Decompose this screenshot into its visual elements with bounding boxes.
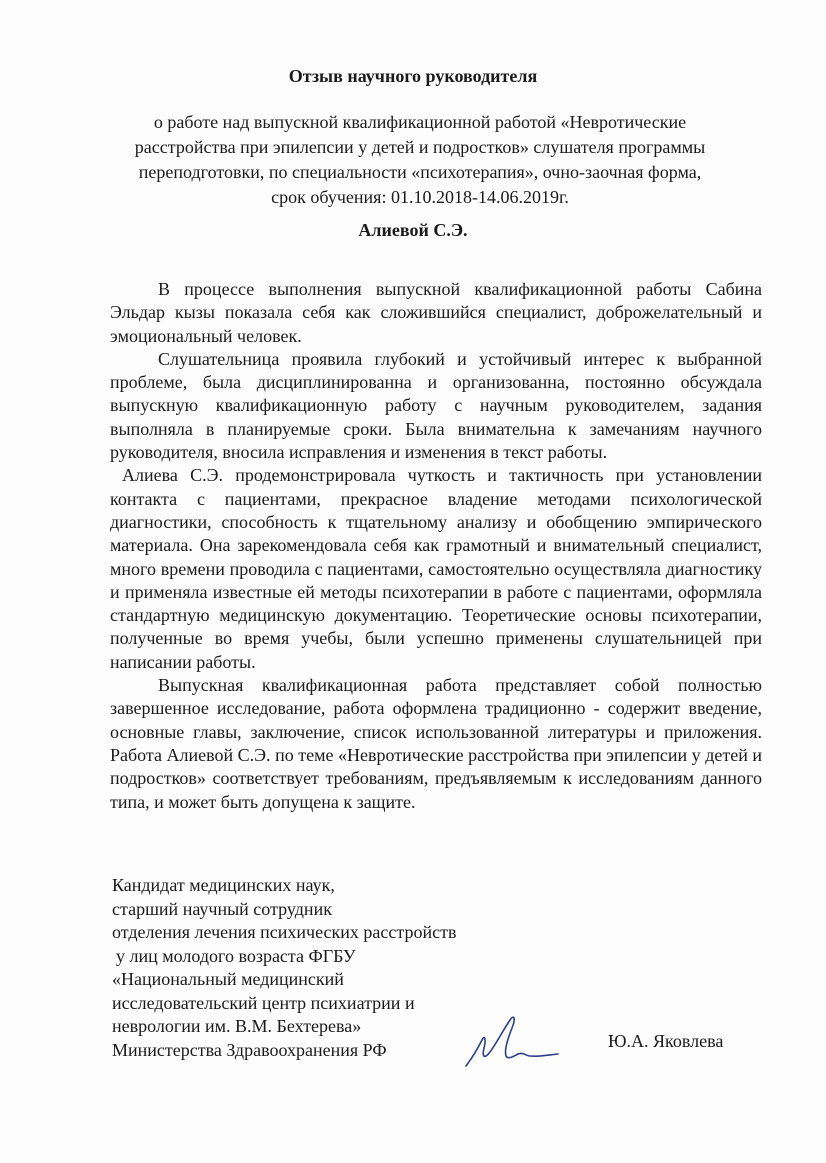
credential-line: Министерства Здравоохранения РФ (112, 1039, 387, 1060)
credential-line: исследовательский центр психиатрии и (112, 992, 415, 1013)
signer-name: Ю.А. Яковлева (608, 1031, 724, 1051)
subtitle-line: переподготовки, по специальности «психотерапия», очно-заочная форма, (138, 162, 702, 182)
review-body (110, 278, 762, 814)
credential-line: у лиц молодого возраста ФГБУ (116, 945, 356, 966)
credential-line: «Национальный медицинский (112, 969, 344, 989)
document-subtitle (120, 110, 720, 210)
credential-line: Кандидат медицинских наук, (112, 875, 335, 895)
subtitle-line: о работе над выпускной квалификационной работой «Невротические (153, 112, 687, 132)
subtitle-line: срок обучения: 01.10.2018-14.06.2019г. (271, 187, 569, 207)
signatory-credentials (112, 874, 456, 1062)
student-name: Алиевой С.Э. (358, 220, 468, 240)
subtitle-line: расстройства при эпилепсии у детей и подростков» слушателя программы (134, 137, 706, 157)
document-title: Отзыв научного руководителя (288, 66, 538, 86)
body-paragraph: Выпускная квалификационная работа представляет собой полностью завершенное исследование, работа оформлена традиционно - содержит введение, основные главы, заключение, список использованной литературы и приложения. Работа Алиевой С.Э. по теме «Невротические расстройства при эпилепсии у детей и подростков» соответствует требованиям, предъявляемым к исследованиям данного типа, и может быть допущена к защите. (110, 675, 762, 812)
body-paragraph: Слушательница проявила глубокий и устойчивый интерес к выбранной проблеме, была дисциплинированна и организованна, постоянно обсуждала выпускную квалификационную работу с научным руководителем, задания выполняла в планируемые сроки. Была внимательна к замечаниям научного руководителя, вносила исправления и изменения в текст работы. (110, 348, 762, 463)
handwritten-signature (458, 1010, 568, 1074)
credential-line: отделения лечения психических расстройств (112, 922, 457, 942)
body-paragraph: В процессе выполнения выпускной квалификационной работы Сабина Эльдар кызы показала себя как сложившийся специалист, доброжелательный и эмоциональный человек. (110, 279, 762, 346)
body-paragraph: Алиева С.Э. продемонстрировала чуткость и тактичность при установлении контакта с пациентами, прекрасное владение методами психологической диагностики, способность к тщательному анализу и обобщению эмпирического материала. Она зарекомендовала себя как грамотный и внимательный специалист, много времени проводила с пациентами, самостоятельно осуществляла диагностику и применяла известные ей методы психотерапии в работе с пациентами, оформляла стандартную медицинскую документацию. Теоретические основы психотерапии, полученные во время учебы, были успешно применены слушательницей при написании работы. (110, 465, 762, 672)
credential-line: неврологии им. В.М. Бехтерева» (112, 1016, 362, 1036)
credential-line: старший научный сотрудник (112, 898, 332, 919)
